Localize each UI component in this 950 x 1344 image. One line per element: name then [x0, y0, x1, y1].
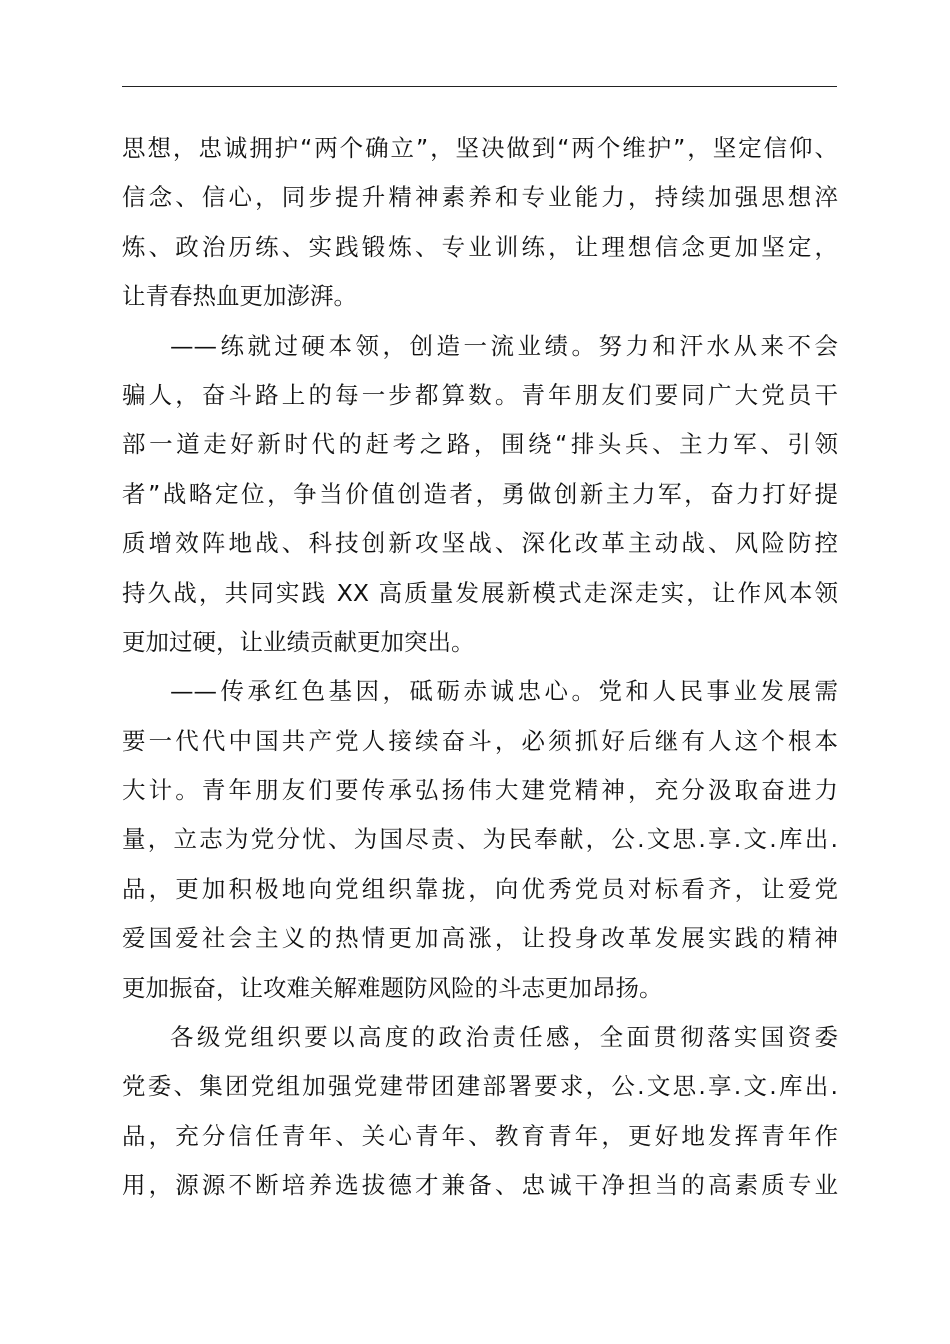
paragraph-start-line: ——练就过硬本领，创造一流业绩。努力和汗水从来不会 [170, 331, 838, 360]
text-line: 质增效阵地战、科技创新攻坚战、深化改革主动战、风险防控 [122, 529, 838, 558]
text-line: 骗人，奋斗路上的每一步都算数。青年朋友们要同广大党员干 [122, 380, 838, 409]
text-line: 用，源源不断培养选拔德才兼备、忠诚干净担当的高素质专业 [122, 1171, 838, 1200]
text-line: 品，充分信任青年、关心青年、教育青年，更好地发挥青年作 [122, 1121, 838, 1150]
text-line: 部一道走好新时代的赶考之路，围绕“排头兵、主力军、引领 [122, 430, 838, 459]
text-line: 大计。青年朋友们要传承弘扬伟大建党精神，充分汲取奋进力 [122, 776, 838, 805]
header-rule [122, 86, 837, 87]
paragraph-start-line: 各级党组织要以高度的政治责任感，全面贯彻落实国资委 [170, 1023, 838, 1052]
text-line: 持久战，共同实践 XX 高质量发展新模式走深走实，让作风本领 [122, 578, 838, 607]
text-line: 更加过硬，让业绩贡献更加突出。 [122, 627, 475, 656]
body-text [122, 124, 838, 1211]
text-line: 信念、信心，同步提升精神素养和专业能力，持续加强思想淬 [122, 183, 838, 212]
text-line: 量，立志为党分忧、为国尽责、为民奉献，公.文思.享.文.库出. [122, 825, 838, 854]
text-line: 品，更加积极地向党组织靠拢，向优秀党员对标看齐，让爱党 [122, 874, 838, 903]
text-line: 爱国爱社会主义的热情更加高涨，让投身改革发展实践的精神 [122, 924, 838, 953]
text-line: 党委、集团党组加强党建带团建部署要求，公.文思.享.文.库出. [122, 1072, 838, 1101]
text-line: 思想，忠诚拥护“两个确立”，坚决做到“两个维护”，坚定信仰、 [122, 134, 838, 162]
text-line: 更加振奋，让攻难关解难题防风险的斗志更加昂扬。 [122, 973, 663, 1002]
text-line: 要一代代中国共产党人接续奋斗，必须抓好后继有人这个根本 [122, 726, 838, 755]
text-line: 炼、政治历练、实践锻炼、专业训练，让理想信念更加坚定， [122, 232, 838, 261]
paragraph-start-line: ——传承红色基因，砥砺赤诚忠心。党和人民事业发展需 [170, 677, 838, 706]
text-line: 让青春热血更加澎湃。 [122, 282, 357, 311]
text-line: 者”战略定位，争当价值创造者，勇做创新主力军，奋力打好提 [122, 479, 838, 508]
